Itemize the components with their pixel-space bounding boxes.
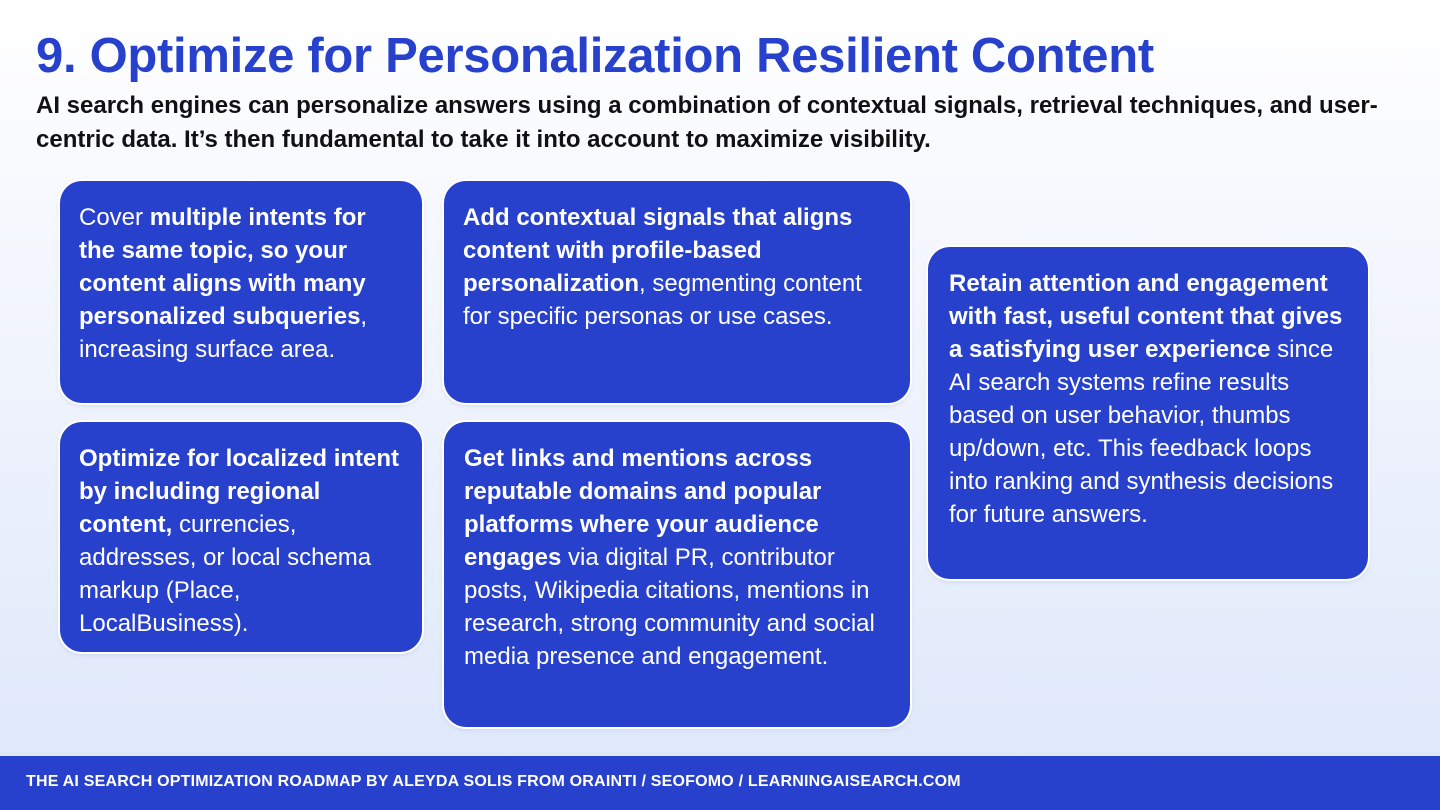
- card-retain-attention: [928, 247, 1368, 579]
- card-multiple-intents: [60, 181, 422, 403]
- card-links-mentions: [444, 422, 910, 727]
- card-contextual-signals: [444, 181, 910, 403]
- card-bold-text: Add contextual signals that aligns content with profile-based personalization: [463, 204, 853, 297]
- footer-bar: [0, 756, 1440, 810]
- card-bold-text: Retain attention and engagement with fast, useful content that gives a satisfying user experience: [949, 270, 1343, 363]
- card-body-text: since AI search systems refine results based on user behavior, thumbs up/down, etc. This feedback loops into ranking and synthesis decisions for future answers.: [949, 336, 1334, 528]
- card-body-text: , increasing surface area.: [79, 303, 368, 363]
- card-localized-intent: [60, 422, 422, 652]
- card-bold-text: Optimize for localized intent by including regional content,: [79, 445, 400, 538]
- card-body-text: via digital PR, contributor posts, Wikipedia citations, mentions in research, strong community and social media presence and engagement.: [464, 544, 875, 670]
- footer-credit: THE AI SEARCH OPTIMIZATION ROADMAP BY ALEYDA SOLIS FROM ORAINTI / SEOFOMO / LEARNINGAISEARCH.COM: [26, 773, 961, 790]
- card-body-text: , segmenting content for specific personas or use cases.: [463, 270, 862, 330]
- card-bold-text: multiple intents for the same topic, so your content aligns with many personalized subqueries: [79, 204, 366, 330]
- slide-title: 9. Optimize for Personalization Resilient Content: [36, 29, 1154, 83]
- card-body-text: currencies, addresses, or local schema markup (Place, LocalBusiness).: [79, 511, 372, 637]
- slide-subtitle: AI search engines can personalize answers using a combination of contextual signals, retrieval techniques, and user-centric data. It’s then fundamental to take it into account to maximize visibility.: [36, 92, 1378, 153]
- card-bold-text: Get links and mentions across reputable domains and popular platforms where your audience engages: [464, 445, 822, 571]
- card-lead-text: Cover: [79, 204, 150, 231]
